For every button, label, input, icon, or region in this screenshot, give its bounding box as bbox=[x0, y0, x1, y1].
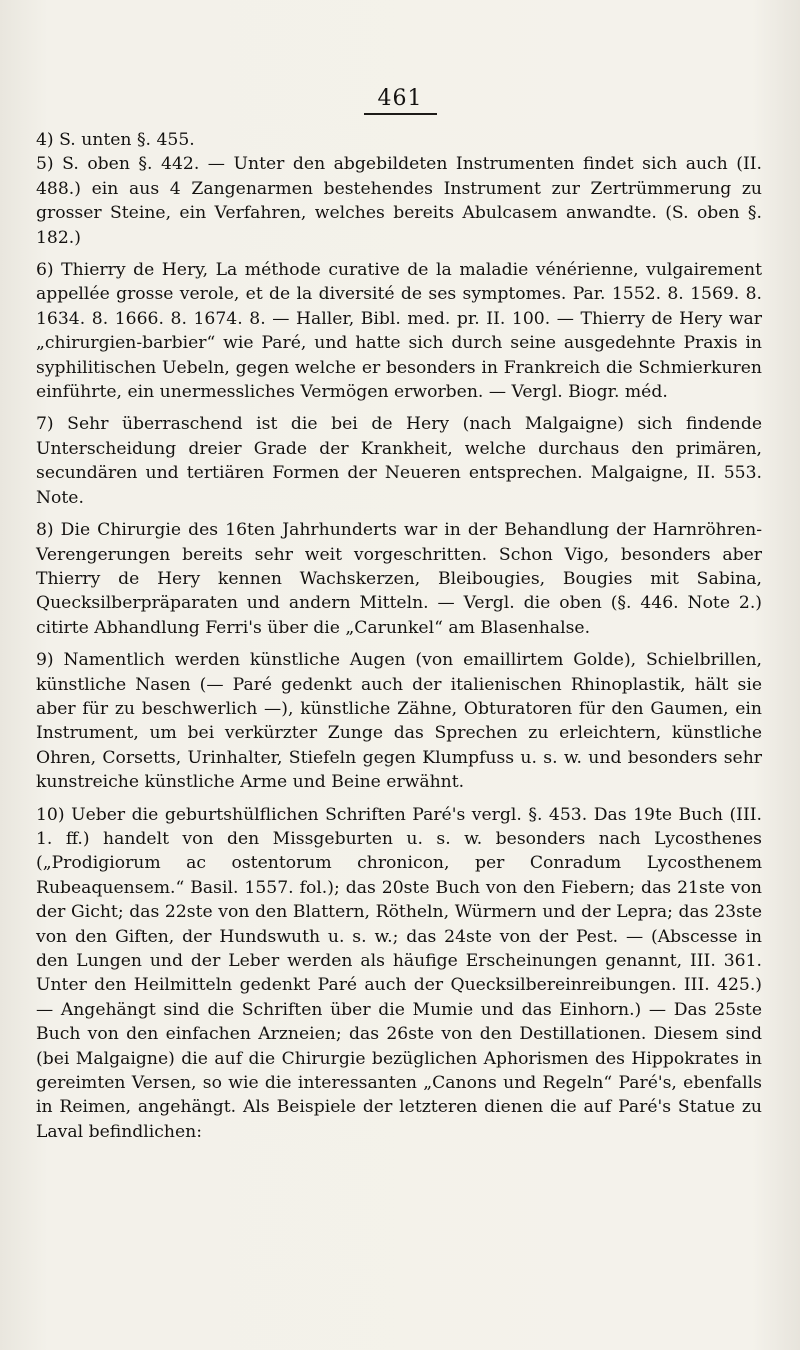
footnote-5: 5) S. oben §. 442. — Unter den abgebildeten Instrumenten findet sich auch (II. 488.) ein aus 4 Zangenarmen bestehendes Instrument zur Zertrümmerung zu grosser Steine, ein Verfahren, welches bereits Abulcasem anwandte. (S. oben §. 182.) bbox=[36, 154, 762, 248]
page-number-text: 461 bbox=[364, 86, 437, 115]
footnote-8: 8) Die Chirurgie des 16ten Jahrhunderts war in der Behandlung der Harnröhren-Verengerungen bereits sehr weit vorgeschritten. Schon Vigo, besonders aber Thierry de Hery kennen Wachskerzen, Bleibougies, Bougies mit Sabina, Quecksilberpräparaten und andern Mitteln. — Vergl. die oben (§. 446. Note 2.) citirte Abhandlung Ferri's über die „Carunkel“ am Blasenhalse. bbox=[36, 520, 762, 638]
footnotes bbox=[34, 128, 762, 1152]
footnote-7: 7) Sehr überraschend ist die bei de Hery (nach Malgaigne) sich findende Unterscheidung dreier Grade der Krankheit, welche durchaus den primären, secundären und tertiären Formen der Neueren entsprechen. Malgaigne, II. 553. Note. bbox=[36, 414, 762, 508]
footnote-6: 6) Thierry de Hery, La méthode curative de la maladie vénérienne, vulgairement appellée grosse verole, et de la diversité de ses symptomes. Par. 1552. 8. 1569. 8. 1634. 8. 1666. 8. 1674. 8. — Haller, Bibl. med. pr. II. 100. — Thierry de Hery war „chirurgien-barbier“ wie Paré, und hatte sich durch seine ausgedehnte Praxis in syphilitischen Uebeln, gegen welche er besonders in Frankreich die Schmierkuren einführte, ein unermessliches Vermögen erworben. — Vergl. Biogr. méd. bbox=[36, 260, 762, 403]
footnote-9: 9) Namentlich werden künstliche Augen (von emaillirtem Golde), Schielbrillen, künstliche Nasen (— Paré gedenkt auch der italienischen Rhinoplastik, hält sie aber für zu beschwerlich —), künstliche Zähne, Obturatoren für den Gaumen, ein Instrument, um bei verkürzter Zunge das Sprechen zu erleichtern, künstliche Ohren, Corsetts, Urinhalter, Stiefeln gegen Klumpfuss u. s. w. und besonders sehr kunstreiche künstliche Arme und Beine erwähnt. bbox=[36, 650, 762, 793]
footnote-10: 10) Ueber die geburtshülflichen Schriften Paré's vergl. §. 453. Das 19te Buch (III. 1. ff.) handelt von den Missgeburten u. s. w. besonders nach Lycosthenes („Prodigiorum ac ostentorum chronicon, per Conradum Lycosthenem Rubeaquensem.“ Basil. 1557. fol.); das 20ste Buch von den Fiebern; das 21ste von der Gicht; das 22ste von den Blattern, Rötheln, Würmern und der Lepra; das 23ste von den Giften, der Hundswuth u. s. w.; das 24ste von der Pest. — (Abscesse in den Lungen und der Leber werden als häufige Erscheinungen genannt, III. 361. Unter den Heilmitteln gedenkt Paré auch der Quecksilbereinreibungen. III. 425.) — Angehängt sind die Schriften über die Mumie und das Einhorn.) — Das 25ste Buch von den einfachen Arzneien; das 26ste von den Destillationen. Diesem sind (bei Malgaigne) die auf die Chirurgie bezüglichen Aphorismen des Hippokrates in gereimten Versen, so wie die interessanten „Canons und Regeln“ Paré's, ebenfalls in Reimen, angehängt. Als Beispiele der letzteren dienen die auf Paré's Statue zu Laval befindlichen: bbox=[36, 804, 762, 1142]
page-number bbox=[0, 86, 800, 115]
footnote-4: 4) S. unten §. 455. bbox=[36, 130, 195, 150]
